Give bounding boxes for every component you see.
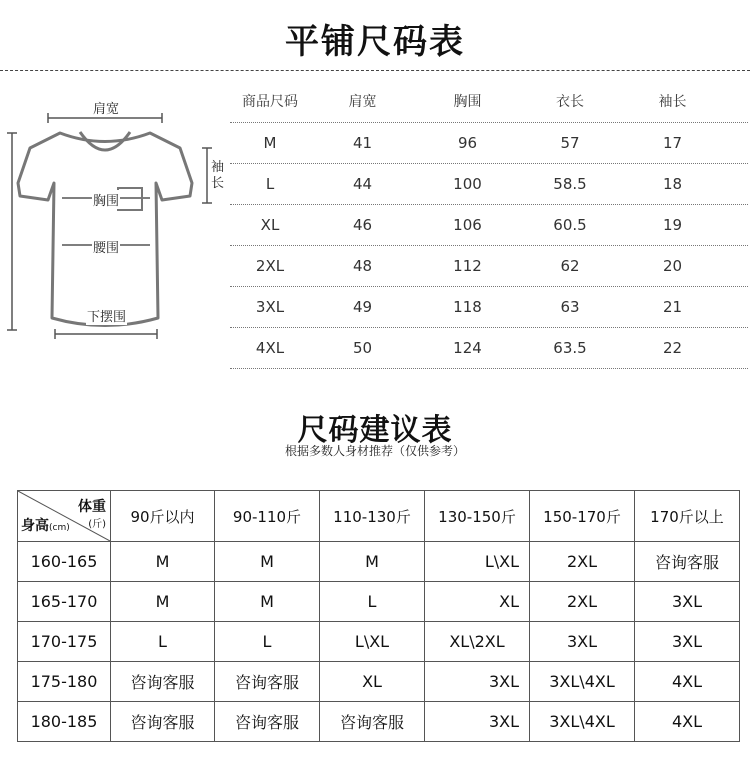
header-length: 衣长: [556, 94, 584, 110]
table-cell: M: [111, 542, 215, 582]
height-cell: 165-170: [18, 582, 111, 622]
table-cell: L: [320, 582, 425, 622]
header-chest: 胸围: [453, 94, 482, 110]
weight-header: 90斤以内: [111, 491, 215, 542]
table-row: [230, 164, 748, 205]
table-row: [18, 582, 740, 622]
weight-header: 170斤以上: [635, 491, 740, 542]
table-cell: 4XL: [635, 702, 740, 742]
height-axis-label: 身高(cm): [21, 518, 70, 534]
table-cell: L: [265, 175, 275, 193]
table-cell: 3XL: [635, 622, 740, 662]
table-cell: 2XL: [530, 542, 635, 582]
weight-unit-label: (斤): [88, 519, 106, 530]
table-row: [230, 205, 748, 246]
table-cell: 62: [560, 257, 580, 275]
size-recommendation-table: [17, 490, 740, 742]
table-cell: 咨询客服: [215, 662, 320, 702]
table-cell: 58.5: [553, 175, 587, 193]
table-row: [18, 622, 740, 662]
table-cell: XL: [425, 582, 530, 622]
table-cell: 4XL: [255, 339, 285, 357]
hem-label: 下摆围: [86, 306, 127, 325]
table-cell: M: [111, 582, 215, 622]
table-row: [18, 702, 740, 742]
weight-header: 110-130斤: [320, 491, 425, 542]
table-cell: 41: [352, 134, 373, 152]
table-row: [230, 246, 748, 287]
table-cell: 100: [453, 175, 482, 193]
table-row: [18, 542, 740, 582]
shoulder-label: 肩宽: [92, 98, 120, 117]
table-cell: 19: [662, 216, 683, 234]
table-cell: L: [111, 622, 215, 662]
dashed-divider: [0, 70, 750, 71]
table-cell: 63: [560, 298, 580, 316]
sleeve-label: 袖长: [211, 160, 225, 191]
weight-header: 150-170斤: [530, 491, 635, 542]
table-row: [230, 123, 748, 164]
table-cell: 3XL: [255, 298, 285, 316]
height-cell: 170-175: [18, 622, 111, 662]
table-cell: 44: [352, 175, 373, 193]
table-cell: 49: [352, 298, 373, 316]
flat-size-chart-title: 平铺尺码表: [285, 22, 465, 62]
table-cell: XL\2XL: [425, 622, 530, 662]
weight-header: 90-110斤: [215, 491, 320, 542]
table-row: [230, 328, 748, 369]
table-cell: XL: [320, 662, 425, 702]
header-sleeve: 袖长: [658, 94, 687, 110]
table-cell: 118: [453, 298, 482, 316]
recommendation-title: 尺码建议表: [297, 413, 453, 448]
table-cell: 4XL: [635, 662, 740, 702]
tshirt-measurement-diagram: [0, 88, 230, 348]
table-cell: 3XL\4XL: [530, 702, 635, 742]
table-cell: 咨询客服: [215, 702, 320, 742]
table-cell: M: [215, 582, 320, 622]
table-cell: L: [215, 622, 320, 662]
header-size: 商品尺码: [242, 94, 298, 110]
table-cell: M: [263, 134, 277, 152]
weight-axis-label: 体重: [78, 499, 106, 515]
flat-size-table: [230, 80, 748, 369]
table-cell: 18: [662, 175, 683, 193]
height-unit-label: (cm): [49, 523, 70, 533]
corner-cell: [18, 491, 111, 542]
table-cell: M: [215, 542, 320, 582]
table-cell: 112: [453, 257, 482, 275]
table-row: [230, 287, 748, 328]
table-cell: 106: [453, 216, 482, 234]
table-cell: 咨询客服: [320, 702, 425, 742]
table-cell: 63.5: [553, 339, 587, 357]
table-cell: 22: [662, 339, 683, 357]
table-cell: 2XL: [530, 582, 635, 622]
table-cell: 124: [453, 339, 482, 357]
table-cell: 咨询客服: [111, 702, 215, 742]
height-cell: 180-185: [18, 702, 111, 742]
waist-label: 腰围: [92, 237, 120, 256]
weight-header: 130-150斤: [425, 491, 530, 542]
recommendation-subtitle: 根据多数人身材推荐（仅供参考）: [284, 444, 465, 458]
table-cell: 3XL\4XL: [530, 662, 635, 702]
table-header-row: [18, 491, 740, 542]
table-cell: 3XL: [425, 702, 530, 742]
table-cell: 20: [662, 257, 683, 275]
table-cell: L\XL: [320, 622, 425, 662]
table-cell: 3XL: [530, 622, 635, 662]
table-cell: 48: [352, 257, 373, 275]
table-cell: M: [320, 542, 425, 582]
table-cell: 57: [560, 134, 580, 152]
table-cell: 咨询客服: [635, 542, 740, 582]
table-cell: 3XL: [635, 582, 740, 622]
size-table-header: [230, 80, 748, 123]
chest-label: 胸围: [92, 190, 120, 209]
table-cell: 17: [662, 134, 683, 152]
table-cell: 46: [352, 216, 373, 234]
table-cell: 60.5: [553, 216, 587, 234]
table-cell: XL: [260, 216, 280, 234]
table-cell: 咨询客服: [111, 662, 215, 702]
table-cell: 2XL: [255, 257, 285, 275]
height-cell: 160-165: [18, 542, 111, 582]
table-cell: 96: [457, 134, 478, 152]
table-row: [18, 662, 740, 702]
header-shoulder: 肩宽: [348, 94, 377, 110]
height-cell: 175-180: [18, 662, 111, 702]
table-cell: L\XL: [425, 542, 530, 582]
table-cell: 3XL: [425, 662, 530, 702]
table-cell: 21: [662, 298, 683, 316]
table-cell: 50: [352, 339, 373, 357]
